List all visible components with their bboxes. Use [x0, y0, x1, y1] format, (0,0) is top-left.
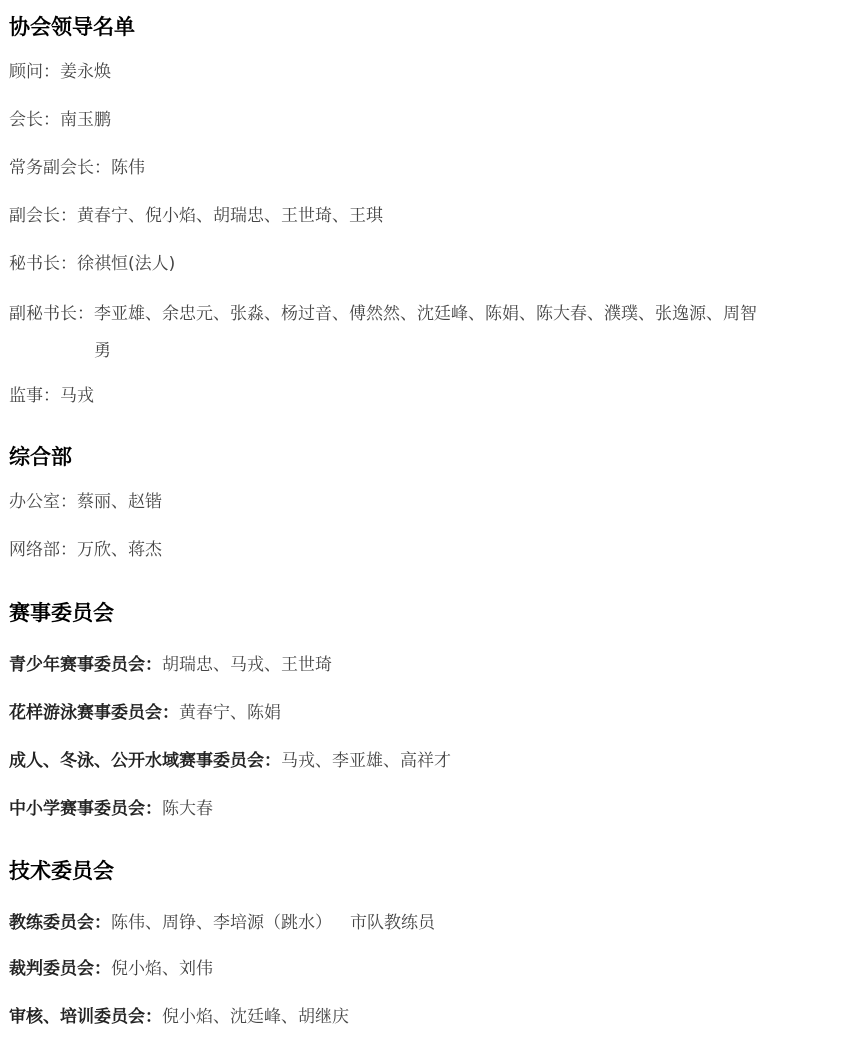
- row-value: 蔡丽、赵锴: [77, 492, 162, 512]
- leadership-row-vice-presidents: [9, 204, 383, 228]
- row-label: 会长：: [9, 110, 60, 130]
- section-title-general-dept: 综合部: [9, 445, 72, 469]
- row-label: 副会长：: [9, 206, 77, 226]
- general-row-network: [9, 538, 162, 562]
- row-value: 姜永焕: [60, 62, 111, 82]
- row-label: 花样游泳赛事委员会：: [9, 703, 179, 723]
- section-title-technical-committee: 技术委员会: [9, 859, 114, 883]
- row-label: 成人、冬泳、公开水域赛事委员会：: [9, 751, 281, 771]
- general-row-office: [9, 490, 162, 514]
- competition-row-youth: [9, 653, 332, 677]
- row-label: 常务副会长：: [9, 158, 111, 178]
- row-value-extra: 市队教练员: [350, 913, 435, 933]
- technical-row-coaches: [9, 911, 435, 935]
- row-label: 青少年赛事委员会：: [9, 655, 162, 675]
- row-value: 南玉鹏: [60, 110, 111, 130]
- leadership-row-president: [9, 108, 111, 132]
- row-label: 顾问：: [9, 62, 60, 82]
- section-title-competition-committee: 赛事委员会: [9, 601, 114, 625]
- row-label: 教练委员会：: [9, 913, 111, 933]
- row-value: 万欣、蒋杰: [77, 540, 162, 560]
- row-label: 秘书长：: [9, 254, 77, 274]
- row-value: [111, 911, 435, 935]
- row-value: 李亚雄、余忠元、张淼、杨过音、傅然然、沈廷峰、陈娟、陈大春、濮璞、张逸源、周智勇: [94, 304, 757, 361]
- row-value: 马戎: [60, 386, 94, 406]
- row-value: 倪小焰、刘伟: [111, 959, 213, 979]
- row-label: 审核、培训委员会：: [9, 1007, 162, 1027]
- row-label: 裁判委员会：: [9, 959, 111, 979]
- row-value: 徐祺恒(法人): [77, 254, 176, 274]
- row-value: 陈伟: [111, 158, 145, 178]
- row-label: 中小学赛事委员会：: [9, 799, 162, 819]
- leadership-row-executive-vp: [9, 156, 145, 180]
- row-label: 办公室：: [9, 492, 77, 512]
- leadership-row-deputy-secretaries: [9, 296, 769, 370]
- competition-row-adult-openwater: [9, 749, 451, 773]
- row-value: 黄春宁、陈娟: [179, 703, 281, 723]
- row-label: 网络部：: [9, 540, 77, 560]
- row-label: 副秘书长：: [9, 304, 94, 324]
- leadership-row-advisor: [9, 60, 111, 84]
- section-title-leadership: 协会领导名单: [9, 15, 135, 39]
- technical-row-referees: [9, 957, 213, 981]
- competition-row-synchronized: [9, 701, 281, 725]
- row-value: 黄春宁、倪小焰、胡瑞忠、王世琦、王琪: [77, 206, 383, 226]
- leadership-row-supervisor: [9, 384, 94, 408]
- technical-row-training: [9, 1005, 349, 1029]
- competition-row-schools: [9, 797, 213, 821]
- row-value: 倪小焰、沈廷峰、胡继庆: [162, 1007, 349, 1027]
- row-value-main: 陈伟、周铮、李培源（跳水）: [111, 913, 332, 933]
- leadership-row-secretary-general: [9, 252, 175, 276]
- row-value: 马戎、李亚雄、高祥才: [281, 751, 451, 771]
- row-value: 陈大春: [162, 799, 213, 819]
- row-label: 监事：: [9, 386, 60, 406]
- row-value: 胡瑞忠、马戎、王世琦: [162, 655, 332, 675]
